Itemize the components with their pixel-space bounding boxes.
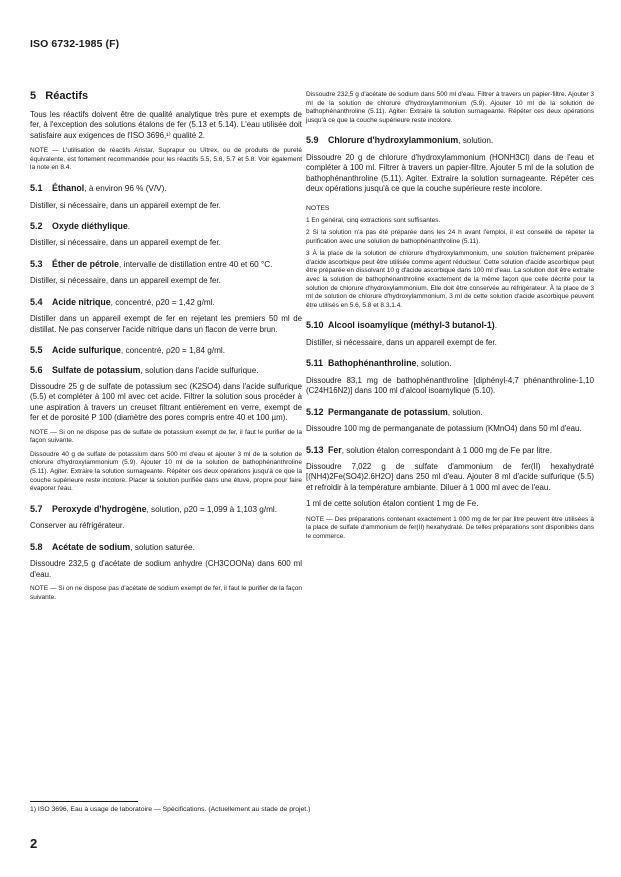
heading-5-11: 5.11 Bathophénanthroline, solution. [306, 358, 452, 369]
text-5-13: Dissoudre 7,022 g de sulfate d'ammonium de fer(II) hexahydraté [(NH4)2Fe(SO4)2.6H2O] dans 250 ml d'eau. Ajouter 8 ml d'acide sulfurique (5.5) et refroidir à la température ambiante. Diluer à 1 000 ml avec de l'eau. [306, 462, 594, 492]
heading-5-3: 5.3 Éther de pétrole, intervalle de distillation entre 40 et 60 °C. [30, 258, 273, 269]
document-header: ISO 6732-1985 (F) [30, 38, 120, 50]
text-5-10: Distiller, si nécessaire, dans un appareil exempt de fer. [306, 337, 497, 347]
text-5-7: Conserver au réfrigérateur. [30, 521, 125, 531]
intro-paragraph: Tous les réactifs doivent être de qualité analytique très pure et exempts de fer, à l'exception des solutions étalons de fer (5.13 et 5.14). L'eau utilisée doit satisfaire aux exigences de l'ISO 3696,¹⁾ qualité 2. [30, 110, 302, 140]
text-5-1: Distiller, si nécessaire, dans un appareil exempt de fer. [30, 200, 221, 210]
left-column [30, 90, 302, 602]
heading-5-9: 5.9 Chlorure d'hydroxylammonium, solution. [306, 135, 494, 146]
intro-note: NOTE — L'utilisation de réactifs Aristar, Suprapur ou Ultrex, ou de produits de pureté équivalente, est fortement recommandée pour les réactifs 5.5, 5.6, 5.7 et 5.8. Voir également la note en 8.4. [30, 147, 302, 172]
heading-5-13: 5.13 Fer, solution étalon correspondant à 1 000 mg de Fe par litre. [306, 444, 552, 455]
heading-5-1: 5.1 Éthanol, à environ 96 % (V/V). [30, 183, 167, 193]
text-5-12: Dissoudre 100 mg de permanganate de potassium (KMnO4) dans 50 ml d'eau. [306, 424, 582, 434]
note-5-9-2: 2 Si la solution n'a pas été préparée dans les 24 h avant l'emploi, il est conseillé de répéter la purification avec une solution de bathophénanthroline (5.11). [306, 229, 594, 245]
note-5-9-3: 3 À la place de la solution de chlorure d'hydroxylammonium, une solution fraîchement préparée d'acide ascorbique peut être utilisée comme agent réducteur. Cette solution d'acide ascorbique peut être préparée en dissolvant 10 g d'acide ascorbique dans 100 ml d'eau. La solution doit être extraite avec la solution de bathophénanthroline exactement de la même façon que celle décrite pour la solution de chlorure d'hydroxylammonium. Elle doit être conservée au réfrigérateur. À la place de 3 ml de solution de chlorure d'hydroxylammonium, 3 ml de cette solution d'acide ascorbique peuvent être utilisés en 5.6, 5.8 et 8.3.1.4. [306, 250, 594, 309]
text-5-3: Distiller, si nécessaire, dans un appareil exempt de fer. [30, 276, 221, 286]
heading-5-12: 5.12 Permanganate de potassium, solution. [306, 406, 483, 417]
section-title [30, 90, 302, 102]
page-number: 2 [30, 836, 38, 851]
text-5-8: Dissoudre 232,5 g d'acétate de sodium anhydre (CH3COONa) dans 600 ml d'eau. [30, 559, 302, 579]
text-5-9: Dissoudre 20 g de chlorure d'hydroxylammonium (HONH3Cl) dans de l'eau et compléter à 100 ml. Filtrer à travers un papier-filtre. Ajouter 5 ml de la solution de bathophénanthroline (5.11). Agiter. Extraire la solution surnageante. Répéter ces deux opérations jusqu'à ce que la couche supérieure reste incolore. [306, 152, 594, 194]
heading-5-10: 5.10 Alcool isoamylique (méthyl-3 butanol-1). [306, 320, 497, 331]
section-number: 5 [30, 90, 37, 102]
text-5-11: Dissoudre 83,1 mg de bathophénanthroline [diphényl-4,7 phénanthroline-1,10 (C24H16N2)] dans 100 ml d'alcool isoamylique (5.10). [306, 375, 594, 396]
notes-label: NOTES [306, 204, 330, 212]
note-5-8: NOTE — Si on ne dispose pas d'acétate de sodium exempt de fer, il faut le purifier de la façon suivante. [30, 585, 302, 601]
heading-5-8: 5.8 Acétate de sodium, solution saturée. [30, 541, 195, 552]
note-5-8-procedure: Dissoudre 232,5 g d'acétate de sodium dans 500 ml d'eau. Filtrer à travers un papier-filtre. Ajouter 3 ml de la solution de chlorure d'hydroxylammonium (5.9). Ajouter 10 ml de la solution de bathophénanthroline (5.11). Agiter. Extraire la solution surnageante. Répéter ces deux opérations jusqu'à ce que la couche supérieure reste incolore. [306, 91, 594, 124]
heading-5-7: 5.7 Peroxyde d'hydrogène, solution, ρ20 = 1,099 à 1,103 g/ml. [30, 503, 278, 514]
heading-5-6: 5.6 Sulfate de potassium, solution dans l'acide sulfurique. [30, 364, 259, 375]
heading-5-5: 5.5 Acide sulfurique, concentré, ρ20 = 1,84 g/ml. [30, 345, 226, 356]
text-5-4: Distiller dans un appareil exempt de fer en rejetant les premiers 50 ml de distillat. Ne pas conserver l'acide nitrique dans un flacon de verre brun. [30, 314, 302, 334]
section-heading: Réactifs [45, 90, 89, 102]
note-5-13: NOTE — Des préparations contenant exactement 1 000 mg de fer par litre peuvent être utilisées à la place de sulfate d'ammonium de fer(II) hexahydraté. De telles préparations sont disponibles dans le commerce. [306, 515, 594, 540]
note-5-6-procedure: Dissoudre 40 g de sulfate de potassium dans 500 ml d'eau et ajouter 3 ml de la solution de chlorure d'hydroxylammonium (5.9). Ajouter 10 ml de la solution de bathophénanthroline (5.11). Agiter. Extraire la solution surnageante. Répéter ces deux opérations jusqu'à ce que la couche supérieure reste incolore. Placer la solution purifiée dans une étuve, propre pour faire évaporer l'eau. [30, 450, 302, 493]
note-5-6: NOTE — Si on ne dispose pas de sulfate de potassium exempt de fer, il faut le purifier de la façon suivante. [30, 428, 302, 445]
heading-5-4: 5.4 Acide nitrique, concentré, ρ20 = 1,42 g/ml. [30, 296, 215, 307]
footnote-rule [30, 801, 138, 802]
footnote: 1) ISO 3696, Eau à usage de laboratoire — Spécifications. (Actuellement au stade de projet.) [30, 806, 311, 813]
right-column [306, 91, 594, 541]
note-5-9-1: 1 En général, cinq extractions sont suffisantes. [306, 216, 441, 224]
heading-5-2: 5.2 Oxyde diéthylique. [30, 220, 131, 231]
text-5-2: Distiller, si nécessaire, dans un appareil exempt de fer. [30, 238, 221, 248]
text-5-6: Dissoudre 25 g de sulfate de potassium sec (K2SO4) dans l'acide sulfurique (5.5) et compléter à 100 ml avec cet acide. Filtrer la solution sous procéder à une aspiration à travers un creuset filtrant entièrement en verre, exempt de fer et de porosité P 100 (diamètre des pores compris entre 40 et 100 µm). [30, 382, 302, 423]
text-5-13-concentration: 1 ml de cette solution étalon contient 1 mg de Fe. [306, 499, 479, 509]
